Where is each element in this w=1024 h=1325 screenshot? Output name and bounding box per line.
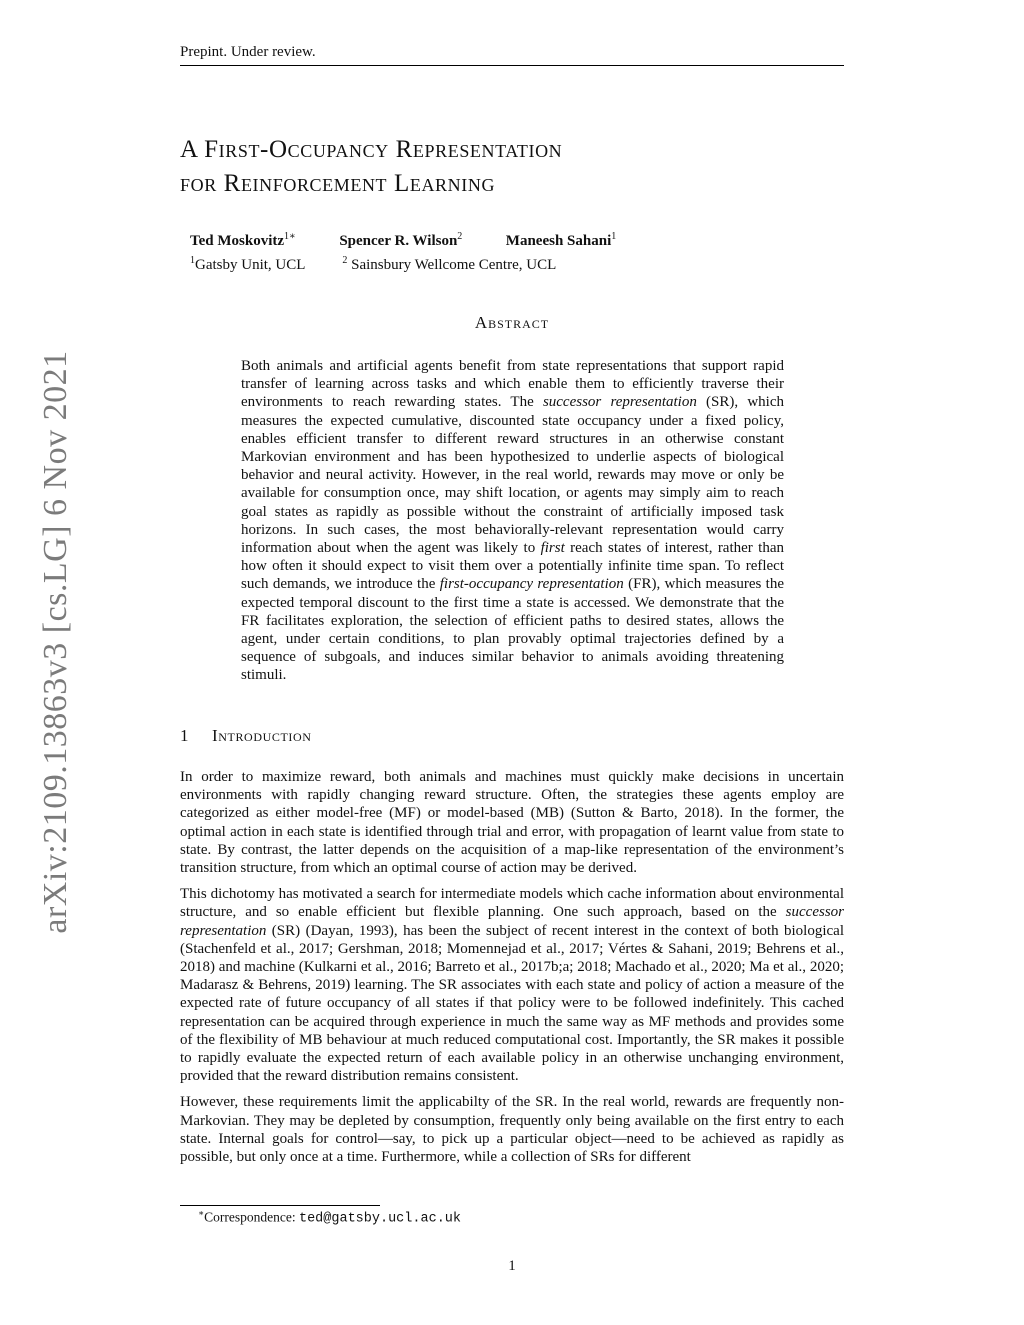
footnote-rule	[180, 1205, 380, 1206]
abstract-heading: Abstract	[474, 313, 550, 332]
arxiv-stamp: arXiv:2109.13863v3 [cs.LG] 6 Nov 2021	[37, 350, 74, 934]
affiliation: Sainsbury Wellcome Centre, UCL	[347, 257, 557, 273]
title-line-1: A First-Occupancy Representation	[180, 136, 563, 163]
footnote-label: Correspondence:	[204, 1209, 299, 1225]
body-text	[180, 768, 844, 1174]
title-line-2: for Reinforcement Learning	[180, 170, 496, 197]
section-title: Introduction	[212, 726, 312, 745]
author-row	[190, 227, 616, 251]
author-sup: 1∗	[284, 231, 296, 242]
footnote-mark: ∗	[198, 1208, 205, 1218]
author-block	[190, 227, 616, 275]
email-link[interactable]: ted@gatsby.ucl.ac.uk	[298, 1211, 461, 1227]
footnote	[198, 1208, 461, 1227]
author-sup: 2	[457, 231, 463, 242]
paper-title	[180, 133, 844, 201]
affiliation-sup: 1	[190, 255, 195, 266]
author-name: Maneesh Sahani	[505, 233, 612, 249]
paragraph: This dichotomy has motivated a search for intermediate models which cache information about environmental structure, and so enable efficient but flexible planning. One such approach, based on the successor representation (SR) (Dayan, 1993), has been the subject of recent interest in the context of both biological (Stachenfeld et al., 2017; Gershman, 2018; Momennejad et al., 2017; Vértes & Sahani, 2019; Behrens et al., 2018) and machine (Kulkarni et al., 2016; Barreto et al., 2017b;a; 2018; Machado et al., 2020; Ma et al., 2020; Madarasz & Behrens, 2019) learning. The SR associates with each state and policy of action a measure of the expected rate of future occupancy of all states if that policy were to be followed indefinitely. This cached representation can be acquired through experience in much the same way as MF methods and provides some of the flexibility of MB behaviour at much reduced computational cost. Importantly, the SR makes it possible to rapidly evaluate the expected return of each available policy in an otherwise unchanging environment, provided that the reward distribution remains consistent.	[180, 886, 844, 1085]
running-header: Prepint. Under review.	[180, 44, 316, 60]
affiliation: Gatsby Unit, UCL	[195, 257, 305, 273]
paragraph: In order to maximize reward, both animals and machines must quickly make decisions in uncertain environments with rapidly changing reward structure. Often, the strategies these agents employ are categorized as either model-free (MF) or model-based (MB) (Sutton & Barto, 2018). In the former, the optimal action in each state is identified through trial and error, with propagation of learnt value from state to state. By contrast, the latter depends on the acquisition of a map-like representation of the environment’s transition structure, from which an optimal course of action may be derived.	[180, 769, 844, 877]
affiliation-sup: 2	[342, 255, 348, 266]
emphasis: successor representation	[542, 394, 697, 411]
affiliation-row	[190, 251, 616, 275]
emphasis: first	[540, 540, 565, 557]
section-heading	[180, 726, 312, 746]
author-name: Ted Moskovitz	[190, 233, 285, 249]
page-number: 1	[508, 1258, 516, 1274]
section-number: 1	[180, 726, 190, 745]
paragraph: However, these requirements limit the applicabilty of the SR. In the real world, rewards are frequently non-Markovian. They may be depleted by consumption, frequently only being available on the first entry to each state. Internal goals for control—say, to pick up a particular object—need to be achieved as rapidly as possible, but only once at a time. Furthermore, while a collection of SRs for different	[180, 1094, 844, 1166]
header-rule	[180, 65, 844, 66]
author-name: Spencer R. Wilson	[339, 233, 458, 249]
author-sup: 1	[611, 231, 617, 242]
emphasis: first-occupancy representation	[439, 576, 624, 593]
abstract-text: Both animals and artificial agents benefit from state representations that support rapid transfer of learning across tasks and which enable them to efficiently traverse their environments to reach rewarding states. The successor representation (SR), which measures the expected cumulative, discounted state occupancy under a fixed policy, enables efficient transfer to different reward structures in an otherwise constant Markovian environment and has been hypothesized to underlie aspects of biological behavior and neural activity. However, in the real world, rewards may move or only be available for consumption once, may shift location, or agents may simply aim to reach goal states as rapidly as possible without the constraint of artificially imposed task horizons. In such cases, the most behaviorally-relevant representation would carry information about when the agent was likely to first reach states of interest, rather than how often it should expect to visit them over a potentially infinite time span. To reflect such demands, we introduce the first-occupancy representation (FR), which measures the expected temporal discount to the first time a state is accessed. We demonstrate that the FR facilitates exploration, the selection of efficient paths to desired states, allows the agent, under certain conditions, to plan provably optimal trajectories defined by a sequence of subgoals, and induces similar behavior to animals avoiding threatening stimuli.	[241, 358, 785, 684]
emphasis: successor representation	[180, 904, 844, 939]
